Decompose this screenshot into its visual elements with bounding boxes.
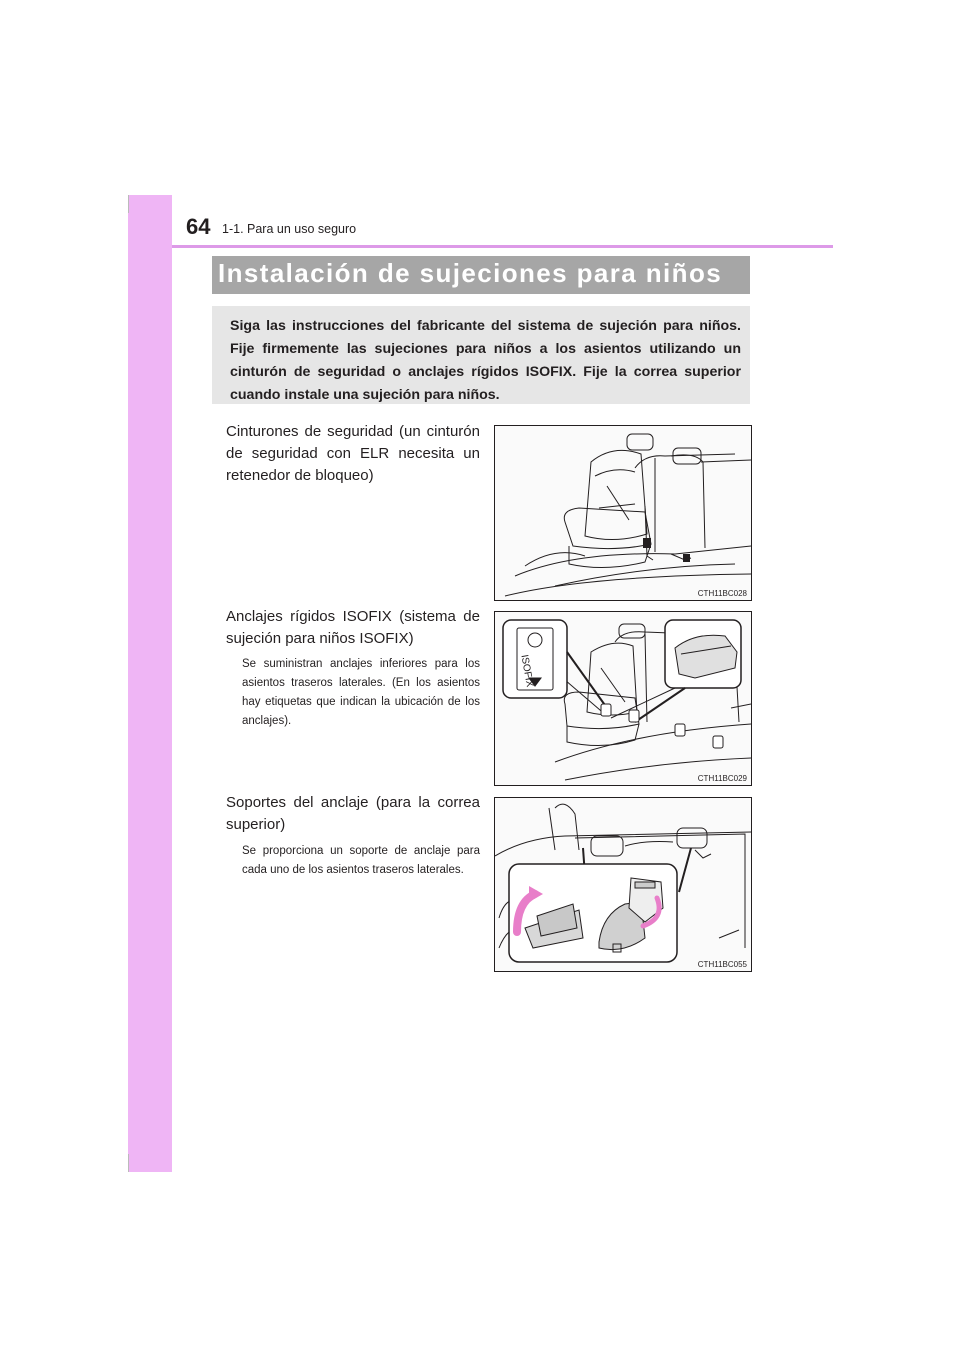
header-rule	[172, 245, 833, 248]
intro-text: Siga las instrucciones del fabricante del sistema de sujeción para niños. Fije firmemente las sujeciones para niños a los asientos utilizando un cinturón de seguridad o anclajes rígidos ISOFIX. Fije la correa superior cuando instale una sujeción para niños.	[230, 318, 741, 403]
figure-seatbelt-child-seat	[494, 425, 752, 601]
crop-mark	[128, 195, 129, 213]
page-number: 64	[186, 214, 211, 239]
section-title-bar	[212, 256, 750, 294]
section-label: 1-1. Para un uso seguro	[222, 222, 357, 236]
isofix-illustration	[495, 612, 751, 785]
tether-illustration	[495, 798, 751, 971]
page-title: Instalación de sujeciones para niños	[218, 258, 723, 288]
item-desc-isofix: Se suministran anclajes inferiores para los asientos traseros laterales. (En los asientos hay etiquetas que indican la ubicación de los anclajes).	[242, 658, 480, 727]
chapter-sidebar-tab	[128, 195, 172, 1172]
item-desc-tether-anchor: Se proporciona un soporte de anclaje para cada uno de los asientos traseros laterales.	[242, 845, 480, 876]
isofix-label: ISOFIX	[518, 653, 535, 689]
figure-code: CTH11BC028	[697, 589, 747, 598]
figure-code: CTH11BC029	[697, 774, 747, 783]
item-title-tether-anchor: Soportes del anclaje (para la correa superior)	[226, 794, 480, 833]
figure-isofix-anchors	[494, 611, 752, 786]
intro-box	[212, 306, 750, 404]
item-title-isofix: Anclajes rígidos ISOFIX (sistema de sujeción para niños ISOFIX)	[226, 608, 480, 647]
item-title-seatbelts: Cinturones de seguridad (un cinturón de seguridad con ELR necesita un retenedor de bloqueo)	[226, 423, 480, 484]
figure-tether-brackets	[494, 797, 752, 972]
seatbelt-illustration	[495, 426, 751, 600]
figure-code: CTH11BC055	[697, 960, 747, 969]
crop-mark	[128, 1154, 129, 1172]
